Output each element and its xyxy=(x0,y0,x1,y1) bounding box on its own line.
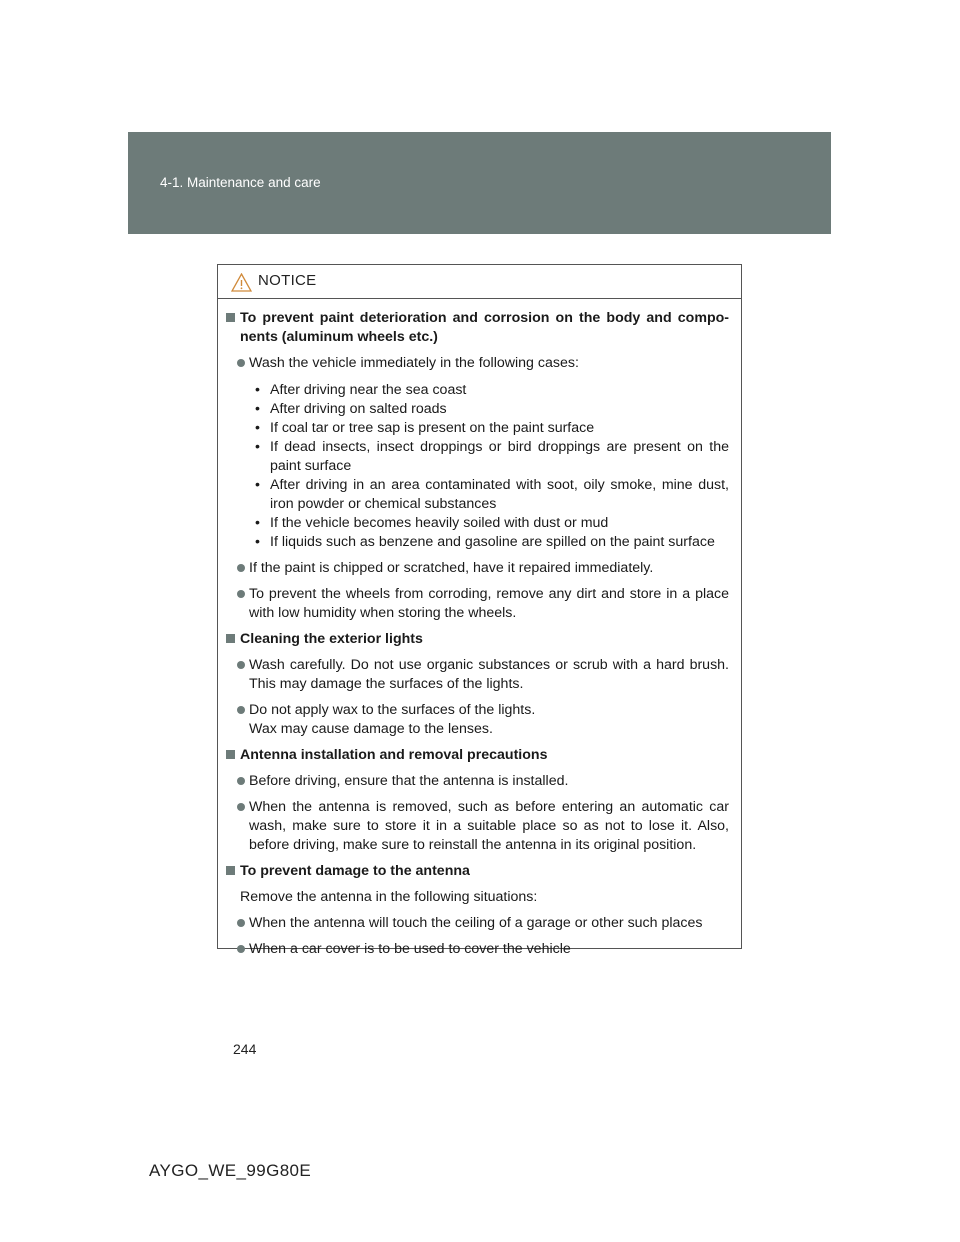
chipped-paint-item: If the paint is chipped or scratched, have it repaired immediately. xyxy=(218,559,741,578)
round-bullet-icon xyxy=(237,359,245,367)
lights-heading: Cleaning the exterior lights xyxy=(218,630,741,649)
round-bullet-icon xyxy=(237,661,245,669)
wash-item xyxy=(218,354,741,373)
document-code: AYGO_WE_99G80E xyxy=(149,1161,312,1180)
square-bullet-icon xyxy=(226,866,235,875)
notice-box xyxy=(217,264,742,957)
list-item: • After driving near the sea coast xyxy=(255,382,467,398)
antenna-ceiling-item: When the antenna will touch the ceiling of a garage or other such places xyxy=(218,914,741,933)
page-number: 244 xyxy=(233,1041,257,1057)
antenna-removed-item: When the antenna is removed, such as before entering an automatic car wash, make sure to store it in a suitable place so as not to lose it. Also, before driving, make sure to reinstall the antenna in its original position. xyxy=(218,798,741,855)
round-bullet-icon xyxy=(237,919,245,927)
warning-triangle-icon xyxy=(231,273,252,292)
wash-cases-list xyxy=(218,381,741,552)
car-cover-item: When a car cover is to be used to cover the vehicle xyxy=(218,940,741,959)
paint-heading xyxy=(218,309,741,347)
square-bullet-icon xyxy=(226,750,235,759)
square-bullet-icon xyxy=(226,313,235,322)
list-item: • After driving in an area contaminated with soot, oily smoke, mine dust, iron powder or chemical substances xyxy=(255,477,729,512)
notice-content xyxy=(218,309,741,966)
notice-label: NOTICE xyxy=(258,272,317,289)
antenna-damage-intro: Remove the antenna in the following situations: xyxy=(240,889,538,905)
antenna-installed-item: Before driving, ensure that the antenna is installed. xyxy=(218,772,741,791)
list-item: • After driving on salted roads xyxy=(255,401,447,417)
antenna-damage-heading: To prevent damage to the antenna xyxy=(218,862,741,881)
lights-wash-item: Wash carefully. Do not use organic substances or scrub with a hard brush. This may damage the surfaces of the lights. xyxy=(218,656,741,694)
paint-heading-text: To prevent paint deterioration and corrosion on the body and compo-nents (aluminum wheels etc.) xyxy=(240,310,729,345)
list-item: • If coal tar or tree sap is present on the paint surface xyxy=(255,420,595,436)
round-bullet-icon xyxy=(237,706,245,714)
round-bullet-icon xyxy=(237,590,245,598)
notice-header xyxy=(218,265,741,299)
antenna-heading: Antenna installation and removal precautions xyxy=(218,746,741,765)
round-bullet-icon xyxy=(237,945,245,953)
square-bullet-icon xyxy=(226,634,235,643)
wash-intro-text: Wash the vehicle immediately in the following cases: xyxy=(249,355,579,371)
wheels-item: To prevent the wheels from corroding, remove any dirt and store in a place with low humidity when storing the wheels. xyxy=(218,585,741,623)
round-bullet-icon xyxy=(237,777,245,785)
list-item: • If the vehicle becomes heavily soiled with dust or mud xyxy=(255,515,609,531)
round-bullet-icon xyxy=(237,564,245,572)
round-bullet-icon xyxy=(237,803,245,811)
list-item: • If dead insects, insect droppings or bird droppings are present on the paint surface xyxy=(255,439,729,474)
list-item: • If liquids such as benzene and gasoline are spilled on the paint surface xyxy=(255,534,715,550)
section-title: 4-1. Maintenance and care xyxy=(160,175,321,190)
lights-wax-item: Do not apply wax to the surfaces of the lights. Wax may cause damage to the lenses. xyxy=(218,701,741,739)
